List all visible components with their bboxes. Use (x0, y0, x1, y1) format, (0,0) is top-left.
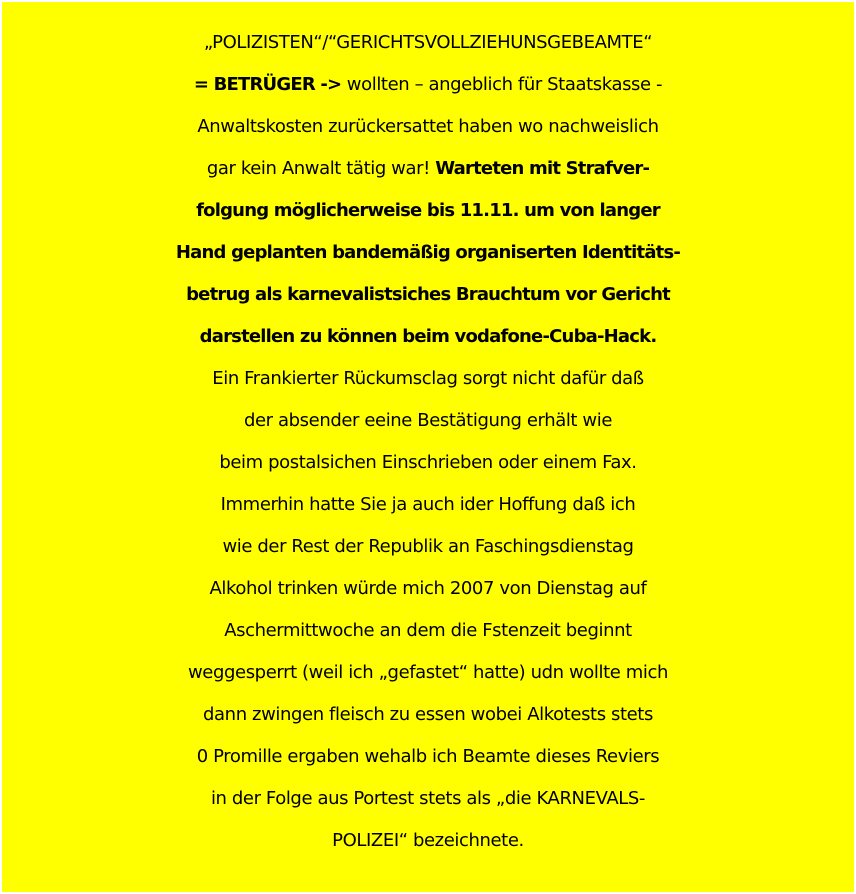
text-line (2, 148, 854, 190)
text-line (2, 694, 854, 736)
text-segment: POLIZEI“ bezeichnete. (332, 830, 524, 851)
text-segment: gar kein Anwalt tätig war! (206, 158, 436, 179)
text-block (2, 22, 854, 862)
text-line (2, 652, 854, 694)
text-segment: Anwaltskosten zurückersattet haben wo nachweislich (197, 116, 659, 137)
bold-text-segment: Warteten mit Strafver- (435, 158, 650, 179)
text-line (2, 190, 854, 232)
text-segment: Aschermittwoche an dem die Fstenzeit beginnt (224, 620, 632, 641)
text-line (2, 274, 854, 316)
text-line (2, 106, 854, 148)
text-segment: Immerhin hatte Sie ja auch ider Hoffung daß ich (220, 494, 636, 515)
text-segment: weggesperrt (weil ich „gefastet“ hatte) udn wollte mich (187, 662, 668, 683)
text-line (2, 736, 854, 778)
text-segment: 0 Promille ergaben wehalb ich Beamte dieses Reviers (196, 746, 660, 767)
text-line (2, 400, 854, 442)
text-line (2, 568, 854, 610)
text-line (2, 22, 854, 64)
text-line (2, 64, 854, 106)
text-segment: dann zwingen fleisch zu essen wobei Alkotests stets (203, 704, 653, 725)
text-line (2, 442, 854, 484)
text-segment: in der Folge aus Portest stets als „die KARNEVALS- (210, 788, 646, 809)
text-line (2, 316, 854, 358)
text-segment: wie der Rest der Republik an Faschingsdienstag (222, 536, 634, 557)
text-segment: Ein Frankierter Rückumsclag sorgt nicht dafür daß (212, 368, 644, 389)
bold-text-segment: darstellen zu können beim vodafone-Cuba-Hack. (199, 326, 657, 347)
text-line (2, 526, 854, 568)
text-line (2, 820, 854, 862)
text-line (2, 778, 854, 820)
text-line (2, 484, 854, 526)
text-segment: beim postalsichen Einschrieben oder einem Fax. (219, 452, 637, 473)
bold-text-segment: = BETRÜGER -> (193, 74, 347, 95)
text-line (2, 232, 854, 274)
text-line (2, 358, 854, 400)
text-segment: „POLIZISTEN“/“GERICHTSVOLLZIEHUNSGEBEAMTE“ (203, 32, 653, 53)
text-line (2, 610, 854, 652)
bold-text-segment: Hand geplanten bandemäßig organiserten Identitäts- (175, 242, 681, 263)
bold-text-segment: folgung möglicherweise bis 11.11. um von langer (196, 200, 660, 221)
text-segment: wollten – angeblich für Staatskasse - (346, 74, 663, 95)
text-segment: Alkohol trinken würde mich 2007 von Dienstag auf (209, 578, 647, 599)
bold-text-segment: betrug als karnevalistsiches Brauchtum vor Gericht (186, 284, 670, 305)
yellow-text-panel (2, 2, 854, 892)
text-segment: der absender eeine Bestätigung erhält wie (243, 410, 613, 431)
